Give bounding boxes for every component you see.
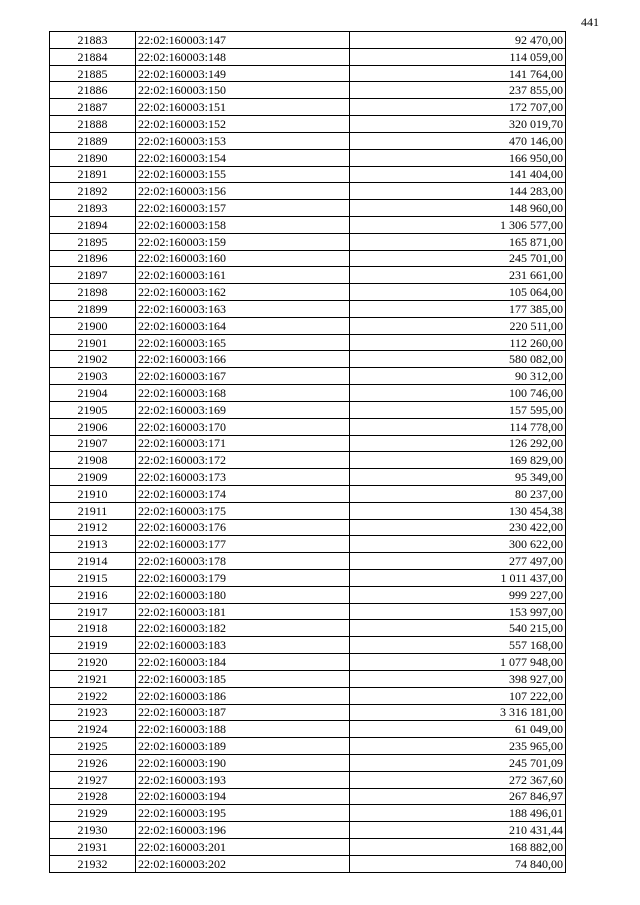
row-number-cell: 21895 bbox=[50, 233, 136, 250]
table-row bbox=[50, 301, 566, 318]
cadastral-number-cell: 22:02:160003:184 bbox=[136, 654, 350, 671]
row-number-cell: 21921 bbox=[50, 670, 136, 687]
table-row bbox=[50, 553, 566, 570]
cadastral-number-cell: 22:02:160003:160 bbox=[136, 250, 350, 267]
cadastral-number-cell: 22:02:160003:185 bbox=[136, 670, 350, 687]
value-cell: 231 661,00 bbox=[350, 267, 566, 284]
value-cell: 235 965,00 bbox=[350, 738, 566, 755]
cadastral-number-cell: 22:02:160003:147 bbox=[136, 32, 350, 49]
row-number-cell: 21889 bbox=[50, 132, 136, 149]
cadastral-number-cell: 22:02:160003:165 bbox=[136, 334, 350, 351]
row-number-cell: 21920 bbox=[50, 654, 136, 671]
row-number-cell: 21901 bbox=[50, 334, 136, 351]
value-cell: 3 316 181,00 bbox=[350, 704, 566, 721]
value-cell: 188 496,01 bbox=[350, 805, 566, 822]
cadastral-number-cell: 22:02:160003:174 bbox=[136, 485, 350, 502]
value-cell: 141 404,00 bbox=[350, 166, 566, 183]
cadastral-number-cell: 22:02:160003:187 bbox=[136, 704, 350, 721]
cadastral-number-cell: 22:02:160003:162 bbox=[136, 284, 350, 301]
table-row bbox=[50, 368, 566, 385]
row-number-cell: 21886 bbox=[50, 82, 136, 99]
value-cell: 272 367,60 bbox=[350, 771, 566, 788]
table-row bbox=[50, 805, 566, 822]
row-number-cell: 21931 bbox=[50, 839, 136, 856]
cadastral-number-cell: 22:02:160003:168 bbox=[136, 385, 350, 402]
value-cell: 105 064,00 bbox=[350, 284, 566, 301]
table-row bbox=[50, 435, 566, 452]
table-row bbox=[50, 855, 566, 872]
value-cell: 398 927,00 bbox=[350, 670, 566, 687]
row-number-cell: 21929 bbox=[50, 805, 136, 822]
row-number-cell: 21908 bbox=[50, 452, 136, 469]
value-cell: 300 622,00 bbox=[350, 536, 566, 553]
table-row bbox=[50, 65, 566, 82]
table-row bbox=[50, 822, 566, 839]
row-number-cell: 21909 bbox=[50, 469, 136, 486]
value-cell: 153 997,00 bbox=[350, 603, 566, 620]
table-row bbox=[50, 99, 566, 116]
table-row bbox=[50, 788, 566, 805]
value-cell: 100 746,00 bbox=[350, 385, 566, 402]
cadastral-number-cell: 22:02:160003:170 bbox=[136, 418, 350, 435]
table-row bbox=[50, 839, 566, 856]
row-number-cell: 21925 bbox=[50, 738, 136, 755]
cadastral-number-cell: 22:02:160003:153 bbox=[136, 132, 350, 149]
cadastral-number-cell: 22:02:160003:150 bbox=[136, 82, 350, 99]
row-number-cell: 21906 bbox=[50, 418, 136, 435]
value-cell: 1 306 577,00 bbox=[350, 216, 566, 233]
cadastral-number-cell: 22:02:160003:193 bbox=[136, 771, 350, 788]
cadastral-number-cell: 22:02:160003:155 bbox=[136, 166, 350, 183]
row-number-cell: 21913 bbox=[50, 536, 136, 553]
cadastral-number-cell: 22:02:160003:163 bbox=[136, 301, 350, 318]
value-cell: 177 385,00 bbox=[350, 301, 566, 318]
table-row bbox=[50, 401, 566, 418]
row-number-cell: 21899 bbox=[50, 301, 136, 318]
value-cell: 157 595,00 bbox=[350, 401, 566, 418]
cadastral-number-cell: 22:02:160003:188 bbox=[136, 721, 350, 738]
row-number-cell: 21885 bbox=[50, 65, 136, 82]
cadastral-number-cell: 22:02:160003:159 bbox=[136, 233, 350, 250]
value-cell: 245 701,00 bbox=[350, 250, 566, 267]
cadastral-number-cell: 22:02:160003:196 bbox=[136, 822, 350, 839]
cadastral-number-cell: 22:02:160003:202 bbox=[136, 855, 350, 872]
row-number-cell: 21898 bbox=[50, 284, 136, 301]
row-number-cell: 21887 bbox=[50, 99, 136, 116]
cadastral-number-cell: 22:02:160003:176 bbox=[136, 519, 350, 536]
cadastral-number-cell: 22:02:160003:154 bbox=[136, 149, 350, 166]
value-cell: 61 049,00 bbox=[350, 721, 566, 738]
value-cell: 114 778,00 bbox=[350, 418, 566, 435]
table-row bbox=[50, 586, 566, 603]
value-cell: 74 840,00 bbox=[350, 855, 566, 872]
row-number-cell: 21911 bbox=[50, 502, 136, 519]
table-row bbox=[50, 502, 566, 519]
row-number-cell: 21903 bbox=[50, 368, 136, 385]
cadastral-number-cell: 22:02:160003:148 bbox=[136, 48, 350, 65]
value-cell: 165 871,00 bbox=[350, 233, 566, 250]
table-row bbox=[50, 452, 566, 469]
row-number-cell: 21912 bbox=[50, 519, 136, 536]
value-cell: 92 470,00 bbox=[350, 32, 566, 49]
value-cell: 320 019,70 bbox=[350, 116, 566, 133]
row-number-cell: 21905 bbox=[50, 401, 136, 418]
row-number-cell: 21910 bbox=[50, 485, 136, 502]
cadastral-number-cell: 22:02:160003:190 bbox=[136, 754, 350, 771]
cadastral-number-cell: 22:02:160003:169 bbox=[136, 401, 350, 418]
row-number-cell: 21896 bbox=[50, 250, 136, 267]
row-number-cell: 21924 bbox=[50, 721, 136, 738]
cadastral-number-cell: 22:02:160003:156 bbox=[136, 183, 350, 200]
table-row bbox=[50, 536, 566, 553]
table-row bbox=[50, 166, 566, 183]
value-cell: 130 454,38 bbox=[350, 502, 566, 519]
row-number-cell: 21892 bbox=[50, 183, 136, 200]
table-row bbox=[50, 183, 566, 200]
table-row bbox=[50, 82, 566, 99]
table-row bbox=[50, 267, 566, 284]
row-number-cell: 21891 bbox=[50, 166, 136, 183]
table-row bbox=[50, 351, 566, 368]
cadastral-number-cell: 22:02:160003:171 bbox=[136, 435, 350, 452]
table-row bbox=[50, 200, 566, 217]
value-cell: 112 260,00 bbox=[350, 334, 566, 351]
table-row bbox=[50, 149, 566, 166]
row-number-cell: 21928 bbox=[50, 788, 136, 805]
value-cell: 277 497,00 bbox=[350, 553, 566, 570]
cadastral-number-cell: 22:02:160003:166 bbox=[136, 351, 350, 368]
value-cell: 210 431,44 bbox=[350, 822, 566, 839]
table-row bbox=[50, 754, 566, 771]
value-cell: 245 701,09 bbox=[350, 754, 566, 771]
value-cell: 172 707,00 bbox=[350, 99, 566, 116]
cadastral-number-cell: 22:02:160003:152 bbox=[136, 116, 350, 133]
row-number-cell: 21932 bbox=[50, 855, 136, 872]
table-row bbox=[50, 132, 566, 149]
value-cell: 230 422,00 bbox=[350, 519, 566, 536]
value-cell: 1 077 948,00 bbox=[350, 654, 566, 671]
row-number-cell: 21927 bbox=[50, 771, 136, 788]
cadastral-number-cell: 22:02:160003:182 bbox=[136, 620, 350, 637]
table-row bbox=[50, 654, 566, 671]
table-row bbox=[50, 637, 566, 654]
value-cell: 470 146,00 bbox=[350, 132, 566, 149]
value-cell: 267 846,97 bbox=[350, 788, 566, 805]
value-cell: 540 215,00 bbox=[350, 620, 566, 637]
value-cell: 114 059,00 bbox=[350, 48, 566, 65]
page-number: 441 bbox=[581, 15, 599, 29]
row-number-cell: 21914 bbox=[50, 553, 136, 570]
row-number-cell: 21919 bbox=[50, 637, 136, 654]
table-row bbox=[50, 704, 566, 721]
cadastral-number-cell: 22:02:160003:161 bbox=[136, 267, 350, 284]
table-row bbox=[50, 385, 566, 402]
value-cell: 126 292,00 bbox=[350, 435, 566, 452]
table-row bbox=[50, 334, 566, 351]
table-row bbox=[50, 284, 566, 301]
row-number-cell: 21923 bbox=[50, 704, 136, 721]
row-number-cell: 21900 bbox=[50, 317, 136, 334]
row-number-cell: 21915 bbox=[50, 570, 136, 587]
table-row bbox=[50, 233, 566, 250]
table-row bbox=[50, 418, 566, 435]
table-row bbox=[50, 687, 566, 704]
row-number-cell: 21917 bbox=[50, 603, 136, 620]
value-cell: 80 237,00 bbox=[350, 485, 566, 502]
row-number-cell: 21897 bbox=[50, 267, 136, 284]
table-row bbox=[50, 317, 566, 334]
cadastral-number-cell: 22:02:160003:167 bbox=[136, 368, 350, 385]
cadastral-number-cell: 22:02:160003:189 bbox=[136, 738, 350, 755]
value-cell: 90 312,00 bbox=[350, 368, 566, 385]
value-cell: 144 283,00 bbox=[350, 183, 566, 200]
cadastral-number-cell: 22:02:160003:157 bbox=[136, 200, 350, 217]
cadastral-number-cell: 22:02:160003:175 bbox=[136, 502, 350, 519]
cadastral-number-cell: 22:02:160003:151 bbox=[136, 99, 350, 116]
cadastral-number-cell: 22:02:160003:194 bbox=[136, 788, 350, 805]
value-cell: 580 082,00 bbox=[350, 351, 566, 368]
row-number-cell: 21904 bbox=[50, 385, 136, 402]
table-row bbox=[50, 519, 566, 536]
table-row bbox=[50, 216, 566, 233]
cadastral-number-cell: 22:02:160003:164 bbox=[136, 317, 350, 334]
row-number-cell: 21922 bbox=[50, 687, 136, 704]
row-number-cell: 21893 bbox=[50, 200, 136, 217]
row-number-cell: 21884 bbox=[50, 48, 136, 65]
cadastral-number-cell: 22:02:160003:179 bbox=[136, 570, 350, 587]
row-number-cell: 21902 bbox=[50, 351, 136, 368]
table-row bbox=[50, 32, 566, 49]
table-row bbox=[50, 603, 566, 620]
value-cell: 557 168,00 bbox=[350, 637, 566, 654]
table-row bbox=[50, 116, 566, 133]
row-number-cell: 21930 bbox=[50, 822, 136, 839]
value-cell: 166 950,00 bbox=[350, 149, 566, 166]
row-number-cell: 21890 bbox=[50, 149, 136, 166]
table-row bbox=[50, 48, 566, 65]
row-number-cell: 21883 bbox=[50, 32, 136, 49]
cadastral-number-cell: 22:02:160003:201 bbox=[136, 839, 350, 856]
value-cell: 95 349,00 bbox=[350, 469, 566, 486]
value-cell: 220 511,00 bbox=[350, 317, 566, 334]
cadastral-number-cell: 22:02:160003:178 bbox=[136, 553, 350, 570]
table-row bbox=[50, 738, 566, 755]
table-row bbox=[50, 670, 566, 687]
value-cell: 148 960,00 bbox=[350, 200, 566, 217]
cadastral-number-cell: 22:02:160003:181 bbox=[136, 603, 350, 620]
row-number-cell: 21926 bbox=[50, 754, 136, 771]
table-row bbox=[50, 721, 566, 738]
value-cell: 999 227,00 bbox=[350, 586, 566, 603]
cadastral-number-cell: 22:02:160003:186 bbox=[136, 687, 350, 704]
value-cell: 237 855,00 bbox=[350, 82, 566, 99]
value-cell: 107 222,00 bbox=[350, 687, 566, 704]
cadastral-number-cell: 22:02:160003:158 bbox=[136, 216, 350, 233]
table-row bbox=[50, 250, 566, 267]
row-number-cell: 21888 bbox=[50, 116, 136, 133]
row-number-cell: 21894 bbox=[50, 216, 136, 233]
row-number-cell: 21918 bbox=[50, 620, 136, 637]
value-cell: 168 882,00 bbox=[350, 839, 566, 856]
table-row bbox=[50, 469, 566, 486]
cadastral-number-cell: 22:02:160003:180 bbox=[136, 586, 350, 603]
value-cell: 141 764,00 bbox=[350, 65, 566, 82]
cadastral-number-cell: 22:02:160003:183 bbox=[136, 637, 350, 654]
cadastral-number-cell: 22:02:160003:177 bbox=[136, 536, 350, 553]
table-row bbox=[50, 485, 566, 502]
cadastral-number-cell: 22:02:160003:195 bbox=[136, 805, 350, 822]
row-number-cell: 21907 bbox=[50, 435, 136, 452]
value-cell: 169 829,00 bbox=[350, 452, 566, 469]
table-row bbox=[50, 570, 566, 587]
cadastral-number-cell: 22:02:160003:172 bbox=[136, 452, 350, 469]
cadastral-number-cell: 22:02:160003:173 bbox=[136, 469, 350, 486]
table-row bbox=[50, 771, 566, 788]
value-cell: 1 011 437,00 bbox=[350, 570, 566, 587]
row-number-cell: 21916 bbox=[50, 586, 136, 603]
cadastral-value-table bbox=[49, 31, 566, 873]
table-body bbox=[50, 32, 566, 873]
table-row bbox=[50, 620, 566, 637]
cadastral-number-cell: 22:02:160003:149 bbox=[136, 65, 350, 82]
